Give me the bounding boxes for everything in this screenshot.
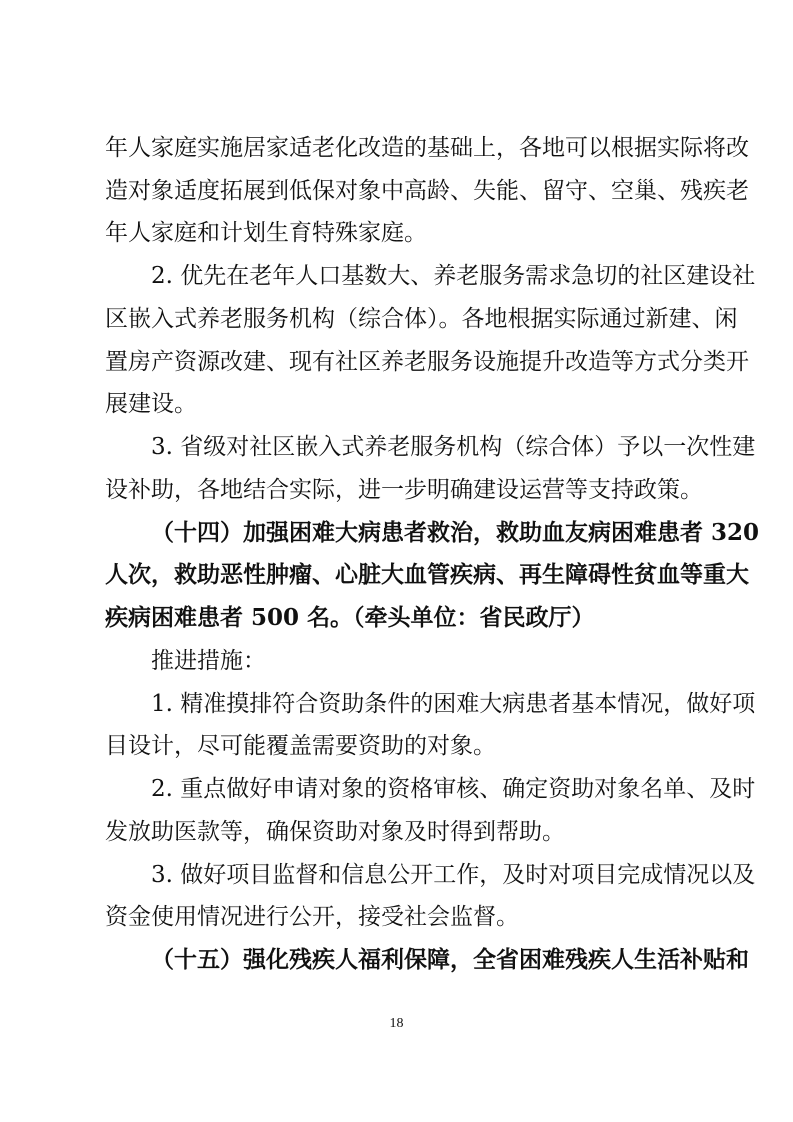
section-heading-line: （十五）强化残疾人福利保障，全省困难残疾人生活补贴和 — [151, 946, 749, 973]
text-line: 资金使用情况进行公开，接受社会监督。 — [105, 904, 519, 930]
text-line: 目设计，尽可能覆盖需要资助的对象。 — [105, 733, 496, 759]
text-line: 年人家庭和计划生育特殊家庭。 — [105, 220, 427, 246]
section-heading-line: 疾病困难患者 500 名。（牵头单位：省民政厅） — [105, 604, 595, 631]
text-line: 1. 精准摸排符合资助条件的困难大病患者基本情况，做好项 — [151, 691, 756, 717]
text-line: 区嵌入式养老服务机构（综合体）。各地根据实际通过新建、闲 — [105, 306, 738, 332]
text-line: 发放助医款等，确保资助对象及时得到帮助。 — [105, 819, 565, 845]
section-heading-line: 人次，救助恶性肿瘤、心脏大血管疾病、再生障碍性贫血等重大 — [105, 561, 749, 588]
section-heading-line: （十四）加强困难大病患者救治，救助血友病困难患者 320 — [151, 519, 760, 546]
text-line: 3. 省级对社区嵌入式养老服务机构（综合体）予以一次性建 — [151, 434, 756, 460]
text-line: 造对象适度拓展到低保对象中高龄、失能、留守、空巢、残疾老 — [105, 178, 749, 204]
subheading-line: 推进措施： — [151, 648, 266, 674]
text-line: 年人家庭实施居家适老化改造的基础上，各地可以根据实际将改 — [105, 135, 749, 161]
text-line: 设补助，各地结合实际，进一步明确建设运营等支持政策。 — [105, 477, 703, 503]
page-number: 18 — [389, 1016, 404, 1031]
text-line: 2. 重点做好申请对象的资格审核、确定资助对象名单、及时 — [151, 776, 756, 802]
text-line: 3. 做好项目监督和信息公开工作，及时对项目完成情况以及 — [151, 862, 756, 888]
text-line: 2. 优先在老年人口基数大、养老服务需求急切的社区建设社 — [151, 263, 756, 289]
text-line: 展建设。 — [105, 391, 197, 417]
text-line: 置房产资源改建、现有社区养老服务设施提升改造等方式分类开 — [105, 349, 749, 375]
